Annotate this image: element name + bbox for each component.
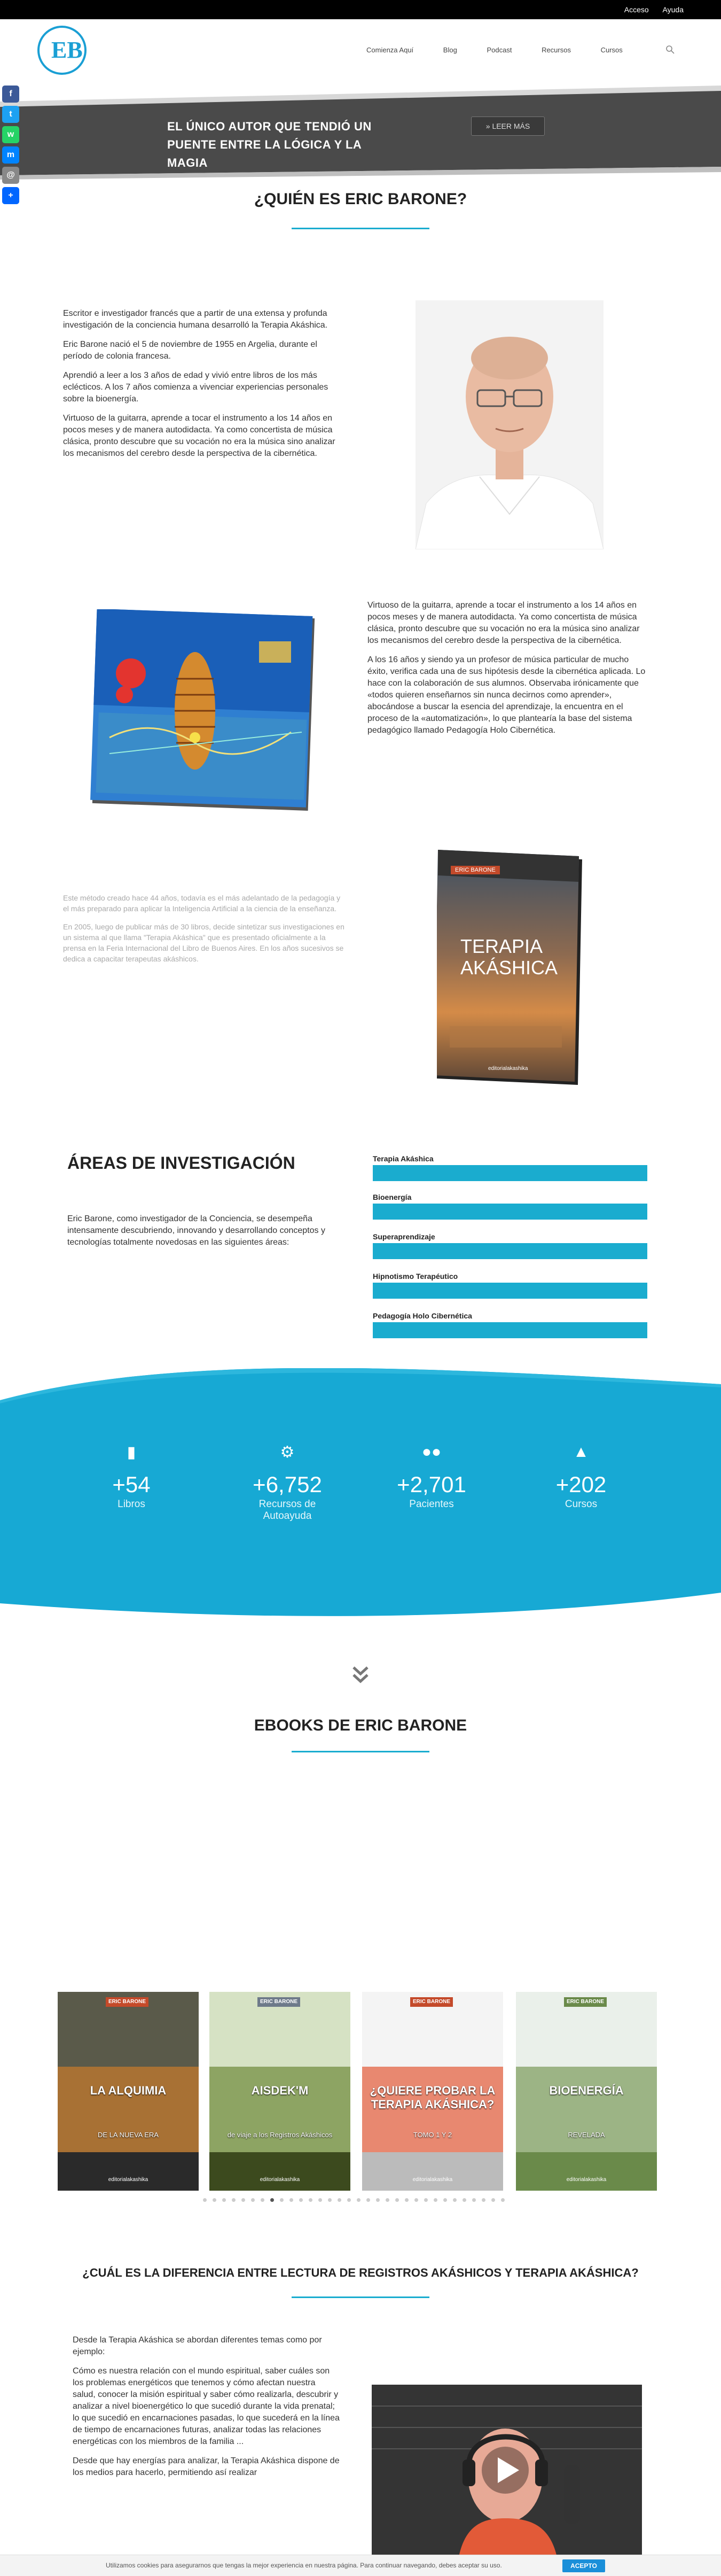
difference-title: ¿CUÁL ES LA DIFERENCIA ENTRE LECTURA DE REGISTROS AKÁSHICOS Y TERAPIA AKÁSHICA?	[82, 2266, 639, 2279]
top-bar	[0, 0, 721, 19]
carousel-dot[interactable]	[395, 2198, 399, 2202]
stat-item	[234, 1443, 341, 1522]
skill-fill	[373, 1243, 647, 1259]
areas-title: ÁREAS DE INVESTIGACIÓN	[67, 1153, 295, 1173]
carousel-dot[interactable]	[347, 2198, 351, 2202]
video-thumbnail	[372, 2385, 642, 2566]
whatsapp-icon[interactable]: w	[2, 126, 19, 143]
hero-message: EL ÚNICO AUTOR QUE TENDIÓ UN PUENTE ENTRE LA LÓGICA Y LA MAGIA	[167, 120, 372, 169]
skill-fill	[373, 1322, 647, 1338]
stat-number: +2,701	[397, 1472, 466, 1497]
ebook-cover[interactable]	[209, 1992, 350, 2191]
bio-paragraph: En 2005, luego de publicar más de 30 libros, decide sintetizar sus investigaciones en un sistema al que llama "Terapia Akáshica" que es presentado oficialmente a la prensa en la Feria Internacional del Libro de Buenos Aires. En los años sucesivos se dedica a capacitar terapeutas akáshicos.	[63, 922, 344, 963]
carousel-dot[interactable]	[443, 2198, 447, 2202]
portrait-photo	[416, 300, 604, 549]
ebook-publisher: editorialakashika	[108, 2177, 148, 2183]
nav-item-blog[interactable]: Blog	[443, 46, 457, 54]
carousel-dot[interactable]	[357, 2198, 360, 2202]
carousel-dot[interactable]	[405, 2198, 409, 2202]
video-player[interactable]	[372, 2385, 642, 2566]
who-title: ¿QUIÉN ES ERIC BARONE?	[254, 190, 467, 208]
ebook-subtitle: DE LA NUEVA ERA	[98, 2131, 159, 2139]
bio-text-2	[367, 600, 647, 744]
stat-label: Pacientes	[409, 1499, 454, 1510]
ebook-title: ¿QUIERE PROBAR LA TERAPIA AKÁSHICA?	[370, 2084, 496, 2111]
carousel-dot[interactable]	[472, 2198, 476, 2202]
skill-bar	[373, 1232, 647, 1259]
carousel-dot[interactable]	[386, 2198, 389, 2202]
carousel-dot[interactable]	[338, 2198, 341, 2202]
ebook-author-tag: ERIC BARONE	[564, 1997, 607, 2007]
areas-text: Eric Barone, como investigador de la Conciencia, se desempeña intensamente descubriendo, innovando y desarrollando conceptos y tecnologías totalmente novedosas en las siguientes áreas:	[67, 1214, 325, 1247]
skill-fill	[373, 1283, 647, 1299]
skill-fill	[373, 1204, 647, 1220]
graduation-cap-icon: ▲	[573, 1443, 589, 1461]
carousel-dot[interactable]	[366, 2198, 370, 2202]
bio-text-3	[63, 893, 346, 972]
book-title-line2: AKÁSHICA	[460, 957, 558, 979]
carousel-dot[interactable]	[222, 2198, 226, 2202]
stat-item	[528, 1443, 634, 1510]
skill-label: Terapia Akáshica	[373, 1154, 434, 1163]
carousel-dot[interactable]	[280, 2198, 284, 2202]
carousel-dot[interactable]	[289, 2198, 293, 2202]
skill-bar	[373, 1154, 647, 1181]
carousel-dot[interactable]	[491, 2198, 495, 2202]
ebook-subtitle: TOMO 1 Y 2	[413, 2131, 452, 2139]
social-share-bar	[2, 86, 21, 207]
who-text	[63, 308, 346, 467]
logo-text: EB	[51, 37, 83, 63]
chevron-down-icon[interactable]	[347, 1662, 374, 1689]
stat-label: Cursos	[565, 1499, 598, 1510]
ebook-publisher: editorialakashika	[412, 2177, 453, 2183]
bio-paragraph: Este método creado hace 44 años, todavía es el más adelantado de la pedagogía y el más preparado para aplicar la Inteligencia Artificial a la ciencia de la enseñanza.	[63, 894, 341, 913]
carousel-dot[interactable]	[414, 2198, 418, 2202]
carousel-dot[interactable]	[318, 2198, 322, 2202]
carousel-dot[interactable]	[482, 2198, 485, 2202]
bio-paragraph: A los 16 años y siendo ya un profesor de música particular de mucho éxito, verifica cada una de sus hipótesis desde la cibernética aplicada. Lo hace con la colaboración de sus alumnos. Observaba irónicamente que «todos quieren enseñarnos sin nunca decirnos como aprender», abocándose a buscar la esencia del aprendizaje, la encuentra en el proceso de la «automatización», lo que plantearía la base del sistema pedagógico llamado Pedagogía Holo Cibernética.	[367, 655, 646, 735]
stat-number: +6,752	[253, 1472, 322, 1497]
who-underline	[292, 228, 429, 229]
carousel-dot[interactable]	[434, 2198, 437, 2202]
users-icon: ●●	[421, 1443, 442, 1461]
terapia-akashica-book-cover[interactable]	[437, 850, 589, 1089]
cookie-banner	[0, 2555, 721, 2576]
stat-item	[78, 1443, 185, 1510]
ebook-cover[interactable]	[516, 1992, 657, 2191]
skill-label: Hipnotismo Terapéutico	[373, 1272, 458, 1281]
ebook-cover[interactable]	[362, 1992, 503, 2191]
skill-bar	[373, 1193, 647, 1220]
skill-fill	[373, 1165, 647, 1181]
carousel-dots	[203, 2198, 518, 2203]
help-link[interactable]: Ayuda	[662, 5, 684, 14]
nav-item-comienza[interactable]: Comienza Aquí	[366, 46, 414, 54]
carousel-dot[interactable]	[241, 2198, 245, 2202]
login-link[interactable]: Acceso	[624, 5, 649, 14]
ebook-subtitle: REVELADA	[568, 2131, 605, 2139]
carousel-dot[interactable]	[501, 2198, 505, 2202]
carousel-dot[interactable]	[270, 2198, 274, 2202]
site-header	[0, 19, 721, 86]
carousel-dot[interactable]	[213, 2198, 216, 2202]
stat-item	[378, 1443, 485, 1510]
ebook-author-tag: ERIC BARONE	[106, 1997, 148, 2007]
share-icon[interactable]: +	[2, 187, 19, 204]
skill-label: Pedagogía Holo Cibernética	[373, 1312, 472, 1320]
twitter-icon[interactable]: t	[2, 106, 19, 123]
carousel-dot[interactable]	[203, 2198, 207, 2202]
who-paragraph: Eric Barone nació el 5 de noviembre de 1955 en Argelia, durante el período de colonia francesa.	[63, 340, 317, 361]
nav-item-cursos[interactable]: Cursos	[600, 46, 623, 54]
skill-track	[373, 1204, 647, 1220]
main-nav	[366, 46, 651, 54]
messenger-icon[interactable]: m	[2, 146, 19, 164]
ebook-publisher: editorialakashika	[566, 2177, 607, 2183]
ebooks-title: EBOOKS DE ERIC BARONE	[254, 1717, 467, 1734]
logo[interactable]	[37, 26, 87, 75]
stat-number: +54	[112, 1472, 151, 1497]
skill-bar	[373, 1272, 647, 1299]
stat-label: Recursos de Autoayuda	[258, 1499, 316, 1522]
bio-paragraph: Virtuoso de la guitarra, aprende a tocar el instrumento a los 14 años en pocos meses y de manera autodidacta. Ya como concertista de música clásica, pronto descubre que su vocación no era la música sino analizar los mecanismos del cerebro desde la perspectiva de la cibernética.	[367, 601, 640, 645]
difference-paragraph: Cómo es nuestra relación con el mundo espiritual, saber cuáles son los problemas energéticos que tenemos y cómo afectan nuestra salud, conocer la misión espiritual y saber cómo realizarla, descubrir y analizar a nivel bioenergético lo que sucedió durante la vida prenatal; lo que sucedió en encarnaciones pasadas, lo que sucederá en la línea de tiempo de encarnaciones futuras, analizar todas las relaciones energéticas con los miembros de la familia ...	[73, 2366, 340, 2446]
cybernetic-painting-image	[88, 609, 319, 812]
ebook-cover[interactable]	[58, 1992, 199, 2191]
carousel-dot[interactable]	[453, 2198, 457, 2202]
ebook-subtitle: de viaje a los Registros Akáshicos	[227, 2131, 333, 2139]
skill-track	[373, 1243, 647, 1259]
carousel-dot[interactable]	[424, 2198, 428, 2202]
book-publisher: editorialakashika	[488, 1066, 528, 1072]
skill-track	[373, 1165, 647, 1181]
carousel-dot[interactable]	[376, 2198, 380, 2202]
ebook-title: LA ALQUIMIA	[90, 2084, 167, 2097]
book-author: ERIC BARONE	[451, 866, 500, 874]
difference-text	[73, 2334, 340, 2486]
top-links	[613, 5, 684, 14]
stat-label: Libros	[117, 1499, 145, 1510]
carousel-dot[interactable]	[299, 2198, 303, 2202]
ebooks-underline	[292, 1751, 429, 1752]
gears-icon: ⚙	[280, 1444, 295, 1461]
nav-item-recursos[interactable]: Recursos	[542, 46, 571, 54]
who-paragraph: Aprendió a leer a los 3 años de edad y vivió entre libros de los más eclécticos. A los 7 años comienza a vivenciar experiencias personales sobre la bioenergía.	[63, 371, 328, 404]
search-icon[interactable]	[665, 45, 675, 55]
read-more-label: LEER MÁS	[492, 122, 530, 130]
carousel-dot[interactable]	[251, 2198, 255, 2202]
skill-track	[373, 1283, 647, 1299]
ebook-title: AISDEK'M	[251, 2084, 309, 2097]
book-title-line1: TERAPIA	[460, 935, 543, 957]
skill-bar	[373, 1312, 647, 1338]
skill-label: Bioenergía	[373, 1193, 412, 1201]
ebook-author-tag: ERIC BARONE	[257, 1997, 300, 2007]
carousel-dot[interactable]	[328, 2198, 332, 2202]
carousel-dot[interactable]	[463, 2198, 466, 2202]
who-paragraph: Escritor e investigador francés que a partir de una extensa y profunda investigación de la conciencia humana desarrolló la Terapia Akáshica.	[63, 309, 328, 330]
book-icon: ▮	[127, 1444, 136, 1461]
difference-underline	[292, 2296, 429, 2298]
ebook-publisher: editorialakashika	[260, 2177, 300, 2183]
nav-item-podcast[interactable]: Podcast	[487, 46, 512, 54]
skill-track	[373, 1322, 647, 1338]
cookie-text: Utilizamos cookies para asegurarnos que tengas la mejor experiencia en nuestra página. Para continuar navegando, debes aceptar su uso.	[106, 2562, 502, 2569]
email-icon[interactable]: @	[2, 167, 19, 184]
carousel-dot[interactable]	[261, 2198, 264, 2202]
stat-number: +202	[555, 1472, 607, 1497]
carousel-dot[interactable]	[232, 2198, 236, 2202]
difference-paragraph: Desde que hay energías para analizar, la Terapia Akáshica dispone de los medios para hacerlo, permitiendo así realizar	[73, 2456, 340, 2477]
carousel-dot[interactable]	[309, 2198, 312, 2202]
read-more-button[interactable]: » LEER MÁS	[471, 117, 545, 136]
who-paragraph: Virtuoso de la guitarra, aprende a tocar el instrumento a los 14 años en pocos meses y de manera autodidacta. Ya como concertista de música clásica, pronto descubre que su vocación no era la música sino analizar los mecanismos del cerebro desde la perspectiva de la cibernética.	[63, 414, 335, 458]
facebook-icon[interactable]: f	[2, 86, 19, 103]
difference-paragraph: Desde la Terapia Akáshica se abordan diferentes temas como por ejemplo:	[73, 2336, 322, 2356]
accept-cookies-button[interactable]: ACEPTO	[562, 2559, 605, 2572]
ebook-author-tag: ERIC BARONE	[410, 1997, 453, 2007]
skill-label: Superaprendizaje	[373, 1232, 435, 1241]
ebook-title: BIOENERGÍA	[549, 2084, 624, 2097]
